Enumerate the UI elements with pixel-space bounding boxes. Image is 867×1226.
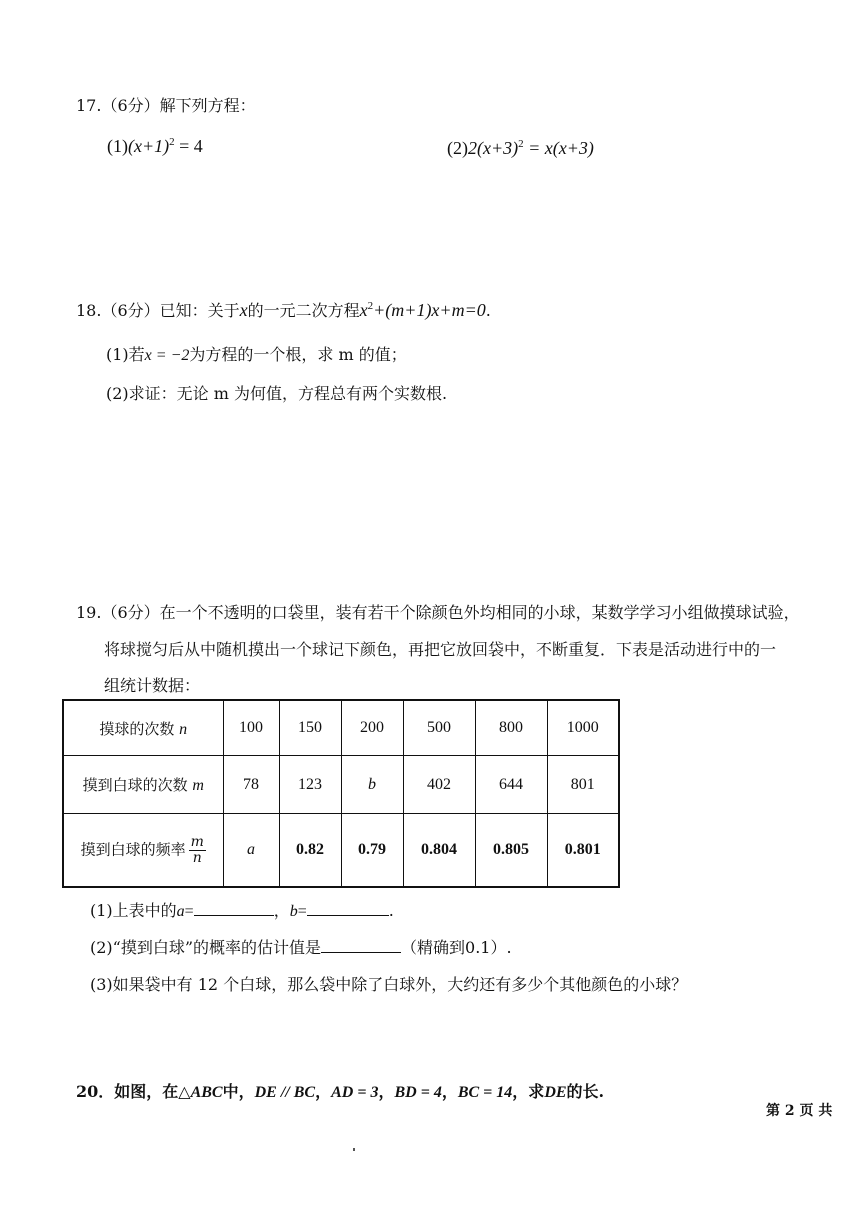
table-cell: 0.804 (403, 814, 475, 888)
q19-var-a: a (176, 903, 185, 920)
q18-title-b: 的一元二次方程 (247, 301, 360, 320)
stats-table (62, 699, 620, 888)
q20-comma: ， (441, 1082, 458, 1101)
q19-sub1 (90, 898, 394, 921)
table-cell: b (341, 756, 403, 814)
table-cell: 0.801 (547, 814, 619, 888)
q18-part1-a: (1)若 (106, 345, 145, 364)
q17-title: 17.（6分）解下列方程： (76, 96, 256, 115)
q20-ad: AD = 3 (331, 1084, 379, 1101)
q20-bd: BD = 4 (394, 1084, 442, 1101)
answer-blank-a[interactable] (194, 901, 274, 916)
q19-sub2 (90, 935, 512, 958)
q19-line2: 将球搅匀后从中随机摸出一个球记下颜色，再把它放回袋中，不断重复．下表是活动进行中的一 (104, 640, 777, 659)
q18-title (76, 298, 491, 321)
q17-part1-rhs: = 4 (179, 136, 203, 156)
table-cell: 150 (279, 700, 341, 756)
q19-eq-b: = (297, 903, 307, 920)
table-cell: 801 (547, 756, 619, 814)
q19-sub2-b: （精确到0.1）. (401, 938, 512, 957)
table-cell: 200 (341, 700, 403, 756)
q19-sub1-end: . (388, 901, 394, 920)
q20-text (76, 1079, 604, 1102)
table-header-cell: 摸球的次数 n (63, 700, 223, 756)
q19-sub1-label: (1)上表中的 (90, 901, 177, 920)
q19-sub3: (3)如果袋中有 12 个白球，那么袋中除了白球外，大约还有多少个其他颜色的小球？ (90, 975, 688, 994)
q19-line3: 组统计数据： (104, 676, 201, 695)
q18-eq-rest: +(m+1)x+m=0 (373, 300, 486, 320)
q20-comma: ， (315, 1082, 332, 1101)
q18-title-a: 18.（6分）已知：关于 (76, 301, 240, 320)
q17-part2-sup: 2 (518, 138, 524, 150)
q18-part1 (106, 342, 407, 365)
q20-parallel: DE // BC (254, 1084, 316, 1101)
q17-part2-label: (2) (447, 138, 468, 158)
answer-blank-b[interactable] (307, 901, 389, 916)
table-cell: 0.79 (341, 814, 403, 888)
table-cell: a (223, 814, 279, 888)
q19-line1: 19.（6分）在一个不透明的口袋里，装有若干个除颜色外均相同的小球，某数学学习小组做摸球试验， (76, 603, 800, 622)
q18-title-var: x (239, 300, 248, 320)
q20-text-c: ，求 (512, 1082, 545, 1101)
table-cell: 0.805 (475, 814, 547, 888)
page-footer: 第 2 页 共 (766, 1103, 833, 1119)
q18-part1-b: 为方程的一个根，求 m 的值； (189, 345, 407, 364)
q17-part1-sup: 2 (169, 136, 175, 148)
q17-part1-label: (1) (107, 136, 128, 156)
table-cell: 402 (403, 756, 475, 814)
table-cell: 0.82 (279, 814, 341, 888)
q18-eq-sup: 2 (367, 300, 374, 312)
q17-part2-rhs: = x(x+3) (528, 138, 594, 158)
q18-part2: (2)求证：无论 m 为何值，方程总有两个实数根. (106, 384, 448, 403)
q20-text-a: 20．如图，在 (76, 1082, 179, 1101)
q17-part2-expr: 2(x+3) (468, 138, 519, 158)
q18-eq-x2: x (359, 300, 368, 320)
table-cell: 644 (475, 756, 547, 814)
table-header-cell: 摸到白球的次数 m (63, 756, 223, 814)
scan-speck (353, 1148, 355, 1151)
q19-eq-a: = (184, 903, 194, 920)
q19-sub2-a: (2)“摸到白球”的概率的估计值是 (90, 938, 322, 957)
table-cell: 123 (279, 756, 341, 814)
q20-bc: BC = 14 (457, 1084, 513, 1101)
q20-text-b: 中， (222, 1082, 255, 1101)
table-cell: 500 (403, 700, 475, 756)
table-row (63, 700, 619, 756)
q17-part1-expr: (x+1) (128, 136, 170, 156)
q20-comma: ， (378, 1082, 395, 1101)
table-header-cell: 摸到白球的频率 $\frac{m}{n}$ (63, 814, 223, 888)
answer-blank-probability[interactable] (321, 938, 401, 953)
q20-text-d: 的长. (566, 1082, 605, 1101)
q18-eq-end: . (485, 301, 491, 320)
q20-triangle: △ABC (178, 1084, 223, 1101)
q17-part2 (447, 138, 594, 159)
q19-var-b: b (289, 903, 298, 920)
table-cell: 100 (223, 700, 279, 756)
table-cell: 1000 (547, 700, 619, 756)
q20-de: DE (544, 1084, 567, 1101)
table-row (63, 814, 619, 888)
q19-comma: ， (273, 901, 290, 920)
table-row (63, 756, 619, 814)
q17-part1 (107, 136, 203, 157)
q18-part1-math: x = −2 (144, 347, 190, 364)
table-cell: 800 (475, 700, 547, 756)
table-cell: 78 (223, 756, 279, 814)
